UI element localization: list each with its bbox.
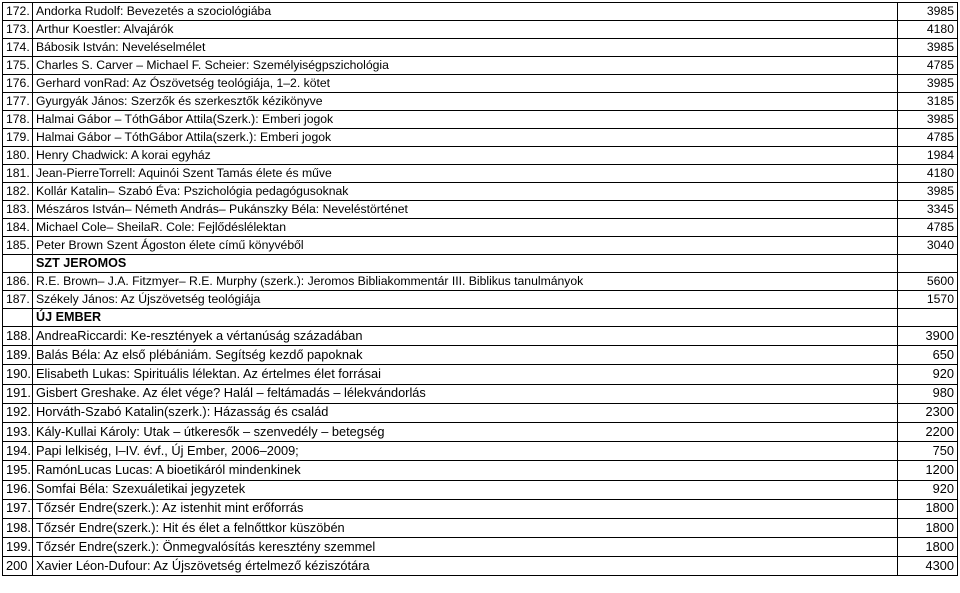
book-title: Bábosik István: Neveléselmélet	[33, 39, 898, 57]
item-number: 178.	[3, 111, 33, 129]
table-row	[3, 201, 958, 219]
section-price-cell	[898, 309, 958, 327]
book-price: 4785	[898, 219, 958, 237]
table-row	[3, 384, 958, 403]
book-title: Tőzsér Endre(szerk.): Az istenhit mint erőforrás	[33, 499, 898, 518]
section-price-cell	[898, 255, 958, 273]
book-title: Jean-PierreTorrell: Aquinói Szent Tamás élete és műve	[33, 165, 898, 183]
book-title: Kollár Katalin– Szabó Éva: Pszichológia pedagógusoknak	[33, 183, 898, 201]
section-title: ÚJ EMBER	[33, 309, 898, 327]
item-number: 189.	[3, 346, 33, 365]
book-price: 1800	[898, 499, 958, 518]
book-price: 3985	[898, 3, 958, 21]
item-number: 174.	[3, 39, 33, 57]
table-row	[3, 499, 958, 518]
table-row	[3, 147, 958, 165]
table-row	[3, 461, 958, 480]
book-price: 920	[898, 480, 958, 499]
item-number: 173.	[3, 21, 33, 39]
book-price-table	[2, 2, 958, 576]
book-price: 4785	[898, 57, 958, 75]
book-price: 1800	[898, 518, 958, 537]
item-number: 176.	[3, 75, 33, 93]
table-row	[3, 403, 958, 422]
book-title: Gerhard vonRad: Az Ószövetség teológiája, 1–2. kötet	[33, 75, 898, 93]
book-price: 2200	[898, 422, 958, 441]
table-row	[3, 57, 958, 75]
item-number: 184.	[3, 219, 33, 237]
item-number: 194.	[3, 442, 33, 461]
book-title: Somfai Béla: Szexuáletikai jegyzetek	[33, 480, 898, 499]
item-number: 193.	[3, 422, 33, 441]
section-header-row	[3, 309, 958, 327]
book-title: Peter Brown Szent Ágoston élete című könyvéből	[33, 237, 898, 255]
book-title: Székely János: Az Újszövetség teológiája	[33, 291, 898, 309]
book-price: 3040	[898, 237, 958, 255]
book-price: 1800	[898, 538, 958, 557]
book-title: Gyurgyák János: Szerzők és szerkesztők kézikönyve	[33, 93, 898, 111]
item-number: 197.	[3, 499, 33, 518]
table-row	[3, 273, 958, 291]
book-title: Henry Chadwick: A korai egyház	[33, 147, 898, 165]
item-number: 186.	[3, 273, 33, 291]
item-number: 182.	[3, 183, 33, 201]
book-title: Halmai Gábor – TóthGábor Attila(szerk.): Emberi jogok	[33, 129, 898, 147]
book-title: Arthur Koestler: Alvajárók	[33, 21, 898, 39]
book-price: 980	[898, 384, 958, 403]
table-row	[3, 3, 958, 21]
item-number: 195.	[3, 461, 33, 480]
book-price: 750	[898, 442, 958, 461]
table-row	[3, 111, 958, 129]
table-row	[3, 557, 958, 576]
item-number: 188.	[3, 327, 33, 346]
book-title: Tőzsér Endre(szerk.): Hit és élet a felnőttkor küszöbén	[33, 518, 898, 537]
item-number: 183.	[3, 201, 33, 219]
book-title: Michael Cole– SheilaR. Cole: Fejlődéslélektan	[33, 219, 898, 237]
table-row	[3, 480, 958, 499]
item-number: 175.	[3, 57, 33, 75]
table-row	[3, 21, 958, 39]
table-row	[3, 291, 958, 309]
section-number-cell	[3, 255, 33, 273]
book-price: 3985	[898, 75, 958, 93]
book-price: 1984	[898, 147, 958, 165]
book-price: 1570	[898, 291, 958, 309]
book-title: Charles S. Carver – Michael F. Scheier: Személyiségpszichológia	[33, 57, 898, 75]
item-number: 179.	[3, 129, 33, 147]
book-price: 5600	[898, 273, 958, 291]
table-row	[3, 442, 958, 461]
book-title: Kály-Kullai Károly: Utak – útkeresők – szenvedély – betegség	[33, 422, 898, 441]
book-title: Balás Béla: Az első plébániám. Segítség kezdő papoknak	[33, 346, 898, 365]
item-number: 177.	[3, 93, 33, 111]
table-row	[3, 93, 958, 111]
book-price: 4785	[898, 129, 958, 147]
table-row	[3, 327, 958, 346]
book-title: Papi lelkiség, I–IV. évf., Új Ember, 2006–2009;	[33, 442, 898, 461]
book-price: 650	[898, 346, 958, 365]
book-title: Andorka Rudolf: Bevezetés a szociológiába	[33, 3, 898, 21]
book-price: 1200	[898, 461, 958, 480]
book-title: Halmai Gábor – TóthGábor Attila(Szerk.): Emberi jogok	[33, 111, 898, 129]
table-row	[3, 365, 958, 384]
book-price: 4300	[898, 557, 958, 576]
table-row	[3, 129, 958, 147]
table-row	[3, 39, 958, 57]
item-number: 185.	[3, 237, 33, 255]
book-title: Tőzsér Endre(szerk.): Önmegvalósítás keresztény szemmel	[33, 538, 898, 557]
table-row	[3, 219, 958, 237]
table-row	[3, 165, 958, 183]
table-row	[3, 346, 958, 365]
book-title: Horváth-Szabó Katalin(szerk.): Házasság és család	[33, 403, 898, 422]
book-price: 3985	[898, 183, 958, 201]
table-row	[3, 75, 958, 93]
item-number: 192.	[3, 403, 33, 422]
item-number: 199.	[3, 538, 33, 557]
table-row	[3, 538, 958, 557]
item-number: 180.	[3, 147, 33, 165]
book-title: Xavier Léon-Dufour: Az Újszövetség értelmező kéziszótára	[33, 557, 898, 576]
book-title: Mészáros István– Németh András– Pukánszky Béla: Neveléstörténet	[33, 201, 898, 219]
book-title: Elisabeth Lukas: Spirituális lélektan. Az értelmes élet forrásai	[33, 365, 898, 384]
table-row	[3, 518, 958, 537]
section-header-row	[3, 255, 958, 273]
item-number: 181.	[3, 165, 33, 183]
book-price: 3985	[898, 39, 958, 57]
item-number: 200	[3, 557, 33, 576]
table-row	[3, 237, 958, 255]
table-row	[3, 422, 958, 441]
book-price: 3900	[898, 327, 958, 346]
table-row	[3, 183, 958, 201]
section-title: SZT JEROMOS	[33, 255, 898, 273]
book-title: AndreaRiccardi: Ke-resztények a vértanúság századában	[33, 327, 898, 346]
book-title: RamónLucas Lucas: A bioetikáról mindenkinek	[33, 461, 898, 480]
book-price: 4180	[898, 165, 958, 183]
section-number-cell	[3, 309, 33, 327]
item-number: 191.	[3, 384, 33, 403]
item-number: 172.	[3, 3, 33, 21]
item-number: 187.	[3, 291, 33, 309]
item-number: 190.	[3, 365, 33, 384]
book-price: 920	[898, 365, 958, 384]
book-price: 3985	[898, 111, 958, 129]
book-title: R.E. Brown– J.A. Fitzmyer– R.E. Murphy (szerk.): Jeromos Bibliakommentár III. Biblikus tanulmányok	[33, 273, 898, 291]
book-title: Gisbert Greshake. Az élet vége? Halál – feltámadás – lélekvándorlás	[33, 384, 898, 403]
book-price: 4180	[898, 21, 958, 39]
item-number: 198.	[3, 518, 33, 537]
book-price: 3185	[898, 93, 958, 111]
book-price: 2300	[898, 403, 958, 422]
book-price: 3345	[898, 201, 958, 219]
book-table-body	[3, 3, 958, 576]
item-number: 196.	[3, 480, 33, 499]
